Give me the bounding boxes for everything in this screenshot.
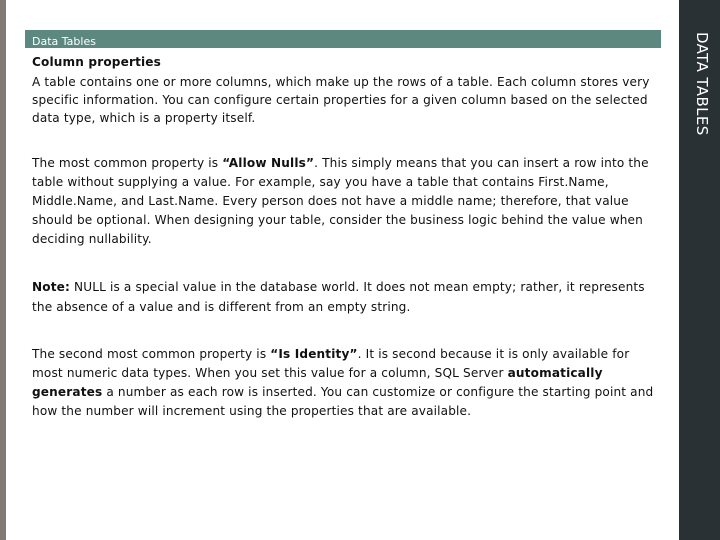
automatically-generates-emphasis: automatically generates [32,366,603,399]
is-identity-text-pre: The second most common property is [32,347,271,361]
allow-nulls-emphasis: “Allow Nulls” [222,156,315,170]
is-identity-paragraph [32,345,656,421]
note-text: NULL is a special value in the database world. It does not mean empty; rather, it represents the absence of a value and is different from an empty string. [32,280,645,314]
allow-nulls-text-post: . This simply means that you can insert a row into the table without supplying a value. For example, say you have a table that contains First.Name, Middle.Name, and Last.Name. Every person does not have a middle name; therefore, that value should be optional. When designing your table, consider the business logic behind the value when deciding nullability. [32,156,649,246]
header-bar [25,30,661,48]
section-heading: Column properties [32,55,161,69]
slide-content [32,52,656,421]
header-title: Data Tables [32,35,96,48]
left-edge-rule [0,0,6,540]
note-label: Note: [32,280,70,294]
is-identity-emphasis: “Is Identity” [270,347,358,361]
side-panel [679,0,720,540]
side-panel-label: DATA TABLES [693,32,711,136]
allow-nulls-paragraph [32,154,656,249]
allow-nulls-text-pre: The most common property is [32,156,223,170]
intro-paragraph: A table contains one or more columns, which make up the rows of a table. Each column stores very specific information. You can configure certain properties for a given column based on the selected data type, which is a property itself. [32,75,650,125]
is-identity-text-post: a number as each row is inserted. You can customize or configure the starting point and how the number will increment using the properties that are available. [32,385,654,418]
note-paragraph [32,277,656,317]
is-identity-text-mid: . It is second because it is only available for most numeric data types. When you set this value for a column, SQL Server [32,347,630,380]
